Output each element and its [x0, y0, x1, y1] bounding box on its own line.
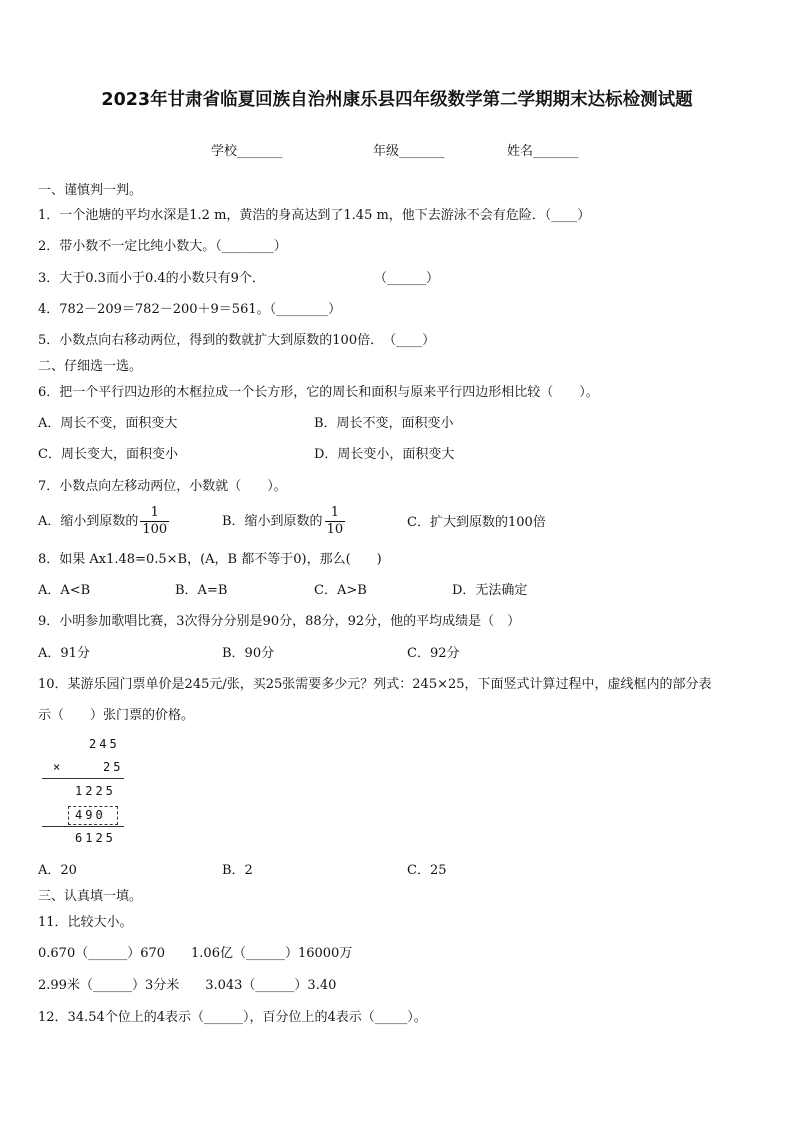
question-1: 1．一个池塘的平均水深是1.2 m，黄浩的身高达到了1.45 m，他下去游泳不会有危险．（____）	[38, 208, 591, 223]
page-title: 2023年甘肃省临夏回族自治州康乐县四年级数学第二学期期末达标检测试题	[101, 90, 693, 110]
question-12: 12．34.54个位上的4表示（______），百分位上的4表示（_____）。	[38, 1010, 427, 1025]
name-field: 姓名_______	[507, 144, 579, 159]
fraction-one-tenth	[325, 505, 346, 538]
question-7-option-a-label: A．缩小到原数的	[38, 514, 139, 529]
fraction-denominator: 100	[142, 522, 168, 537]
question-10-line-1: 10．某游乐园门票单价是245元/张，买25张需要多少元？列式：245×25，下面竖式计算过程中，虚线框内的部分表	[38, 677, 712, 692]
question-11-line-2: 2.99米（______）3分米 3.043（______）3.40	[38, 978, 337, 993]
question-8: 8．如果 Ax1.48=0.5×B，(A，B 都不等于0)，那么( )	[38, 552, 382, 567]
question-6-option-b: B．周长不变，面积变小	[314, 416, 454, 431]
school-field: 学校_______	[211, 144, 283, 159]
question-4: 4．782－209＝782－200＋9＝561。（________）	[38, 302, 342, 317]
question-9: 9．小明参加歌唱比赛，3次得分分别是90分，88分，92分，他的平均成绩是（ ）	[38, 614, 521, 629]
calc-partial-product-2: 490	[75, 808, 106, 822]
question-7-option-c: C．扩大到原数的100倍	[407, 515, 546, 530]
question-10-line-2: 示（ ）张门票的价格。	[38, 708, 195, 723]
question-7: 7．小数点向左移动两位，小数就（ ）。	[38, 479, 287, 494]
fraction-denominator: 10	[326, 522, 344, 537]
calc-rule-2	[42, 826, 124, 827]
grade-field: 年级_______	[373, 144, 445, 159]
question-11-line-1: 0.670（______）670 1.06亿（______）16000万	[38, 946, 353, 961]
question-9-option-a: A．91分	[38, 646, 90, 661]
question-2: 2．带小数不一定比纯小数大。（________）	[38, 239, 287, 254]
question-3: 3．大于0.3而小于0.4的小数只有9个．	[38, 271, 265, 286]
fraction-numerator: 1	[325, 505, 346, 522]
question-6-option-a: A．周长不变，面积变大	[38, 416, 178, 431]
question-6-option-c: C．周长变大，面积变小	[38, 447, 178, 462]
section-1-heading: 一、谨慎判一判。	[38, 183, 143, 198]
calc-multiplier: 25	[103, 760, 124, 774]
fraction-one-hundredth	[140, 505, 169, 538]
question-6-option-d: D．周长变小，面积变大	[314, 447, 455, 462]
question-10-option-c: C．25	[407, 863, 447, 878]
question-10-option-b: B．2	[222, 863, 253, 878]
calc-rule-1	[42, 778, 124, 779]
calc-product: 6125	[75, 831, 116, 845]
question-7-option-b	[222, 505, 347, 538]
question-9-option-c: C．92分	[407, 646, 460, 661]
question-7-option-a	[38, 505, 171, 538]
calc-multiplicand: 245	[89, 737, 120, 751]
fraction-numerator: 1	[140, 505, 169, 522]
question-3-blank: （______）	[374, 271, 440, 286]
section-2-heading: 二、仔细选一选。	[38, 359, 143, 374]
question-6: 6．把一个平行四边形的木框拉成一个长方形，它的周长和面积与原来平行四边形相比较（ ）。	[38, 385, 599, 400]
question-8-option-d: D．无法确定	[452, 583, 528, 598]
question-5: 5．小数点向右移动两位，得到的数就扩大到原数的100倍． （____）	[38, 333, 436, 348]
calc-times-sign: ×	[53, 760, 64, 774]
question-8-option-a: A．A<B	[38, 583, 91, 598]
question-10-option-a: A．20	[38, 863, 77, 878]
section-3-heading: 三、认真填一填。	[38, 889, 143, 904]
question-7-option-b-label: B．缩小到原数的	[222, 514, 323, 529]
question-8-option-b: B．A=B	[175, 583, 228, 598]
question-11: 11．比较大小。	[38, 915, 133, 930]
question-8-option-c: C．A>B	[314, 583, 367, 598]
calc-partial-product-1: 1225	[75, 784, 116, 798]
question-9-option-b: B．90分	[222, 646, 275, 661]
